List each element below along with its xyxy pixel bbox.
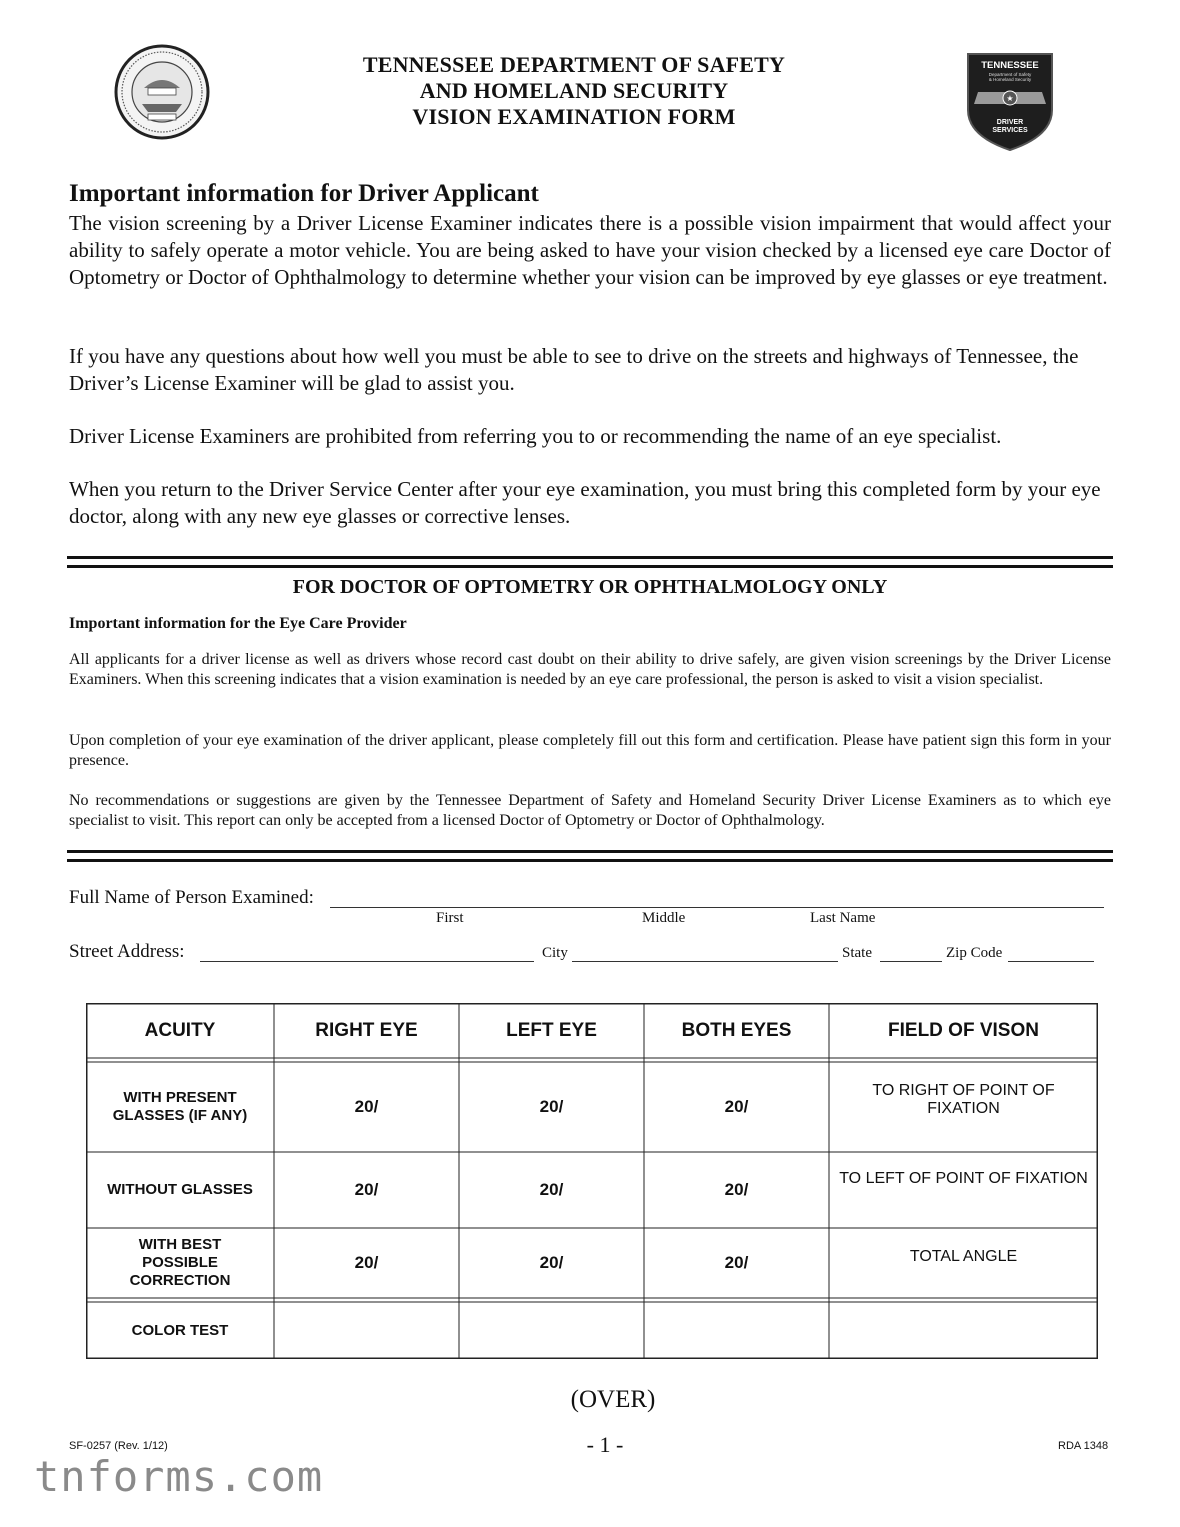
left-eye-best-correction[interactable]: 20/ xyxy=(539,1253,564,1272)
form-number: SF-0257 (Rev. 1/12) xyxy=(69,1440,168,1452)
eye-care-provider-heading: Important information for the Eye Care Provider xyxy=(69,615,407,632)
both-eyes-without-glasses[interactable]: 20/ xyxy=(724,1180,749,1199)
title-line-3: VISION EXAMINATION FORM xyxy=(412,104,736,129)
applicant-paragraph-1: The vision screening by a Driver License Examiner indicates there is a possible vision impairment that would affect your ability to safely operate a motor vehicle. You are being asked to have your vision checked by a licensed eye care Doctor of Optometry or Doctor of Ophthalmology to determine whether your vision can be improved by eye glasses or eye treatment. xyxy=(69,211,1111,289)
tennessee-state-seal xyxy=(114,44,210,140)
city-field[interactable] xyxy=(572,961,838,962)
zip-code-label: Zip Code xyxy=(946,945,1003,961)
acuity-table xyxy=(86,1003,1098,1359)
city-label: City xyxy=(542,945,568,961)
watermark: tnforms.com xyxy=(34,1452,324,1501)
doctor-section-heading: FOR DOCTOR OF OPTOMETRY OR OPHTHALMOLOGY ONLY xyxy=(292,576,888,598)
form-title xyxy=(300,52,848,130)
doctor-paragraph-1: All applicants for a driver license as well as drivers whose record cast doubt on their ability to drive safely, are given vision screenings by the Driver License Examiners. When this screening indicates that a vision examination is needed by an eye care professional, the person is asked to visit a vision specialist. xyxy=(69,651,1111,688)
street-address-label: Street Address: xyxy=(69,941,185,962)
svg-text:★: ★ xyxy=(1006,94,1014,103)
section-divider xyxy=(67,850,1113,862)
left-eye-without-glasses[interactable]: 20/ xyxy=(539,1180,564,1199)
row-label-without-glasses: WITHOUT GLASSES xyxy=(107,1181,253,1198)
badge-text xyxy=(0,0,1,1)
left-eye-present-glasses[interactable]: 20/ xyxy=(539,1097,564,1116)
both-eyes-color-test[interactable] xyxy=(644,1302,829,1359)
doctor-paragraph-3: No recommendations or suggestions are given by the Tennessee Department of Safety and Homeland Security Driver License Examiners as to which eye specialist to visit. This report can only be accepted from a licensed Doctor of Optometry or Doctor of Ophthalmology. xyxy=(69,792,1111,829)
section-divider xyxy=(67,556,1113,568)
right-eye-color-test[interactable] xyxy=(274,1302,459,1359)
applicant-paragraph-2: If you have any questions about how well you must be able to see to drive on the streets and highways of Tennessee, the Driver’s License Examiner will be glad to assist you. xyxy=(69,344,1079,395)
svg-text:TENNESSEE: TENNESSEE xyxy=(981,60,1039,71)
right-eye-without-glasses[interactable]: 20/ xyxy=(354,1180,379,1199)
street-address-field[interactable] xyxy=(200,961,534,962)
applicant-heading: Important information for Driver Applicant xyxy=(69,180,539,207)
svg-text:& Homeland Security: & Homeland Security xyxy=(988,77,1032,82)
driver-services-badge xyxy=(962,48,1058,152)
field-left-of-fixation[interactable]: TO LEFT OF POINT OF FIXATION xyxy=(839,1170,1088,1187)
zip-code-field[interactable] xyxy=(1008,961,1094,962)
both-eyes-best-correction[interactable]: 20/ xyxy=(724,1253,749,1272)
row-label-best-correction: WITH BEST POSSIBLE CORRECTION xyxy=(129,1236,231,1289)
full-name-label: Full Name of Person Examined: xyxy=(69,887,314,908)
over-label: (OVER) xyxy=(570,1386,656,1413)
svg-text:DRIVER: DRIVER xyxy=(996,119,1024,126)
svg-text:Department of Safety: Department of Safety xyxy=(988,72,1032,77)
state-field[interactable] xyxy=(880,961,942,962)
middle-name-label: Middle xyxy=(642,910,686,926)
right-eye-present-glasses[interactable]: 20/ xyxy=(354,1097,379,1116)
right-eye-best-correction[interactable]: 20/ xyxy=(354,1253,379,1272)
header-left-eye: LEFT EYE xyxy=(506,1019,597,1041)
header-acuity: ACUITY xyxy=(144,1019,216,1041)
field-color-test[interactable] xyxy=(829,1302,1098,1359)
page-number: - 1 - xyxy=(586,1432,624,1457)
applicant-paragraph-4: When you return to the Driver Service Center after your eye examination, you must bring this completed form by your eye doctor, along with any new eye glasses or corrective lenses. xyxy=(69,477,1101,528)
doctor-paragraph-2: Upon completion of your eye examination of the driver applicant, please completely fill out this form and certification. Please have patient sign this form in your presence. xyxy=(69,732,1111,769)
last-name-label: Last Name xyxy=(810,910,876,926)
first-name-label: First xyxy=(436,910,464,926)
row-label-with-present-glasses: WITH PRESENT GLASSES (IF ANY) xyxy=(112,1089,248,1124)
field-right-of-fixation[interactable]: TO RIGHT OF POINT OF FIXATION xyxy=(872,1082,1055,1117)
header-field-of-vision: FIELD OF VISON xyxy=(888,1019,1039,1041)
row-label-color-test: COLOR TEST xyxy=(131,1321,229,1339)
applicant-paragraph-3: Driver License Examiners are prohibited from referring you to or recommending the name of an eye specialist. xyxy=(69,424,1002,448)
title-line-1: TENNESSEE DEPARTMENT OF SAFETY xyxy=(362,52,786,77)
left-eye-color-test[interactable] xyxy=(459,1302,644,1359)
svg-text:SERVICES: SERVICES xyxy=(992,127,1028,134)
state-label: State xyxy=(842,945,872,961)
field-total-angle[interactable]: TOTAL ANGLE xyxy=(909,1248,1018,1265)
title-line-2: AND HOMELAND SECURITY xyxy=(419,78,729,103)
header-right-eye: RIGHT EYE xyxy=(315,1019,418,1041)
rda-number: RDA 1348 xyxy=(1058,1440,1109,1452)
header-both-eyes: BOTH EYES xyxy=(681,1019,792,1041)
full-name-field[interactable] xyxy=(330,907,1104,908)
both-eyes-present-glasses[interactable]: 20/ xyxy=(724,1097,749,1116)
